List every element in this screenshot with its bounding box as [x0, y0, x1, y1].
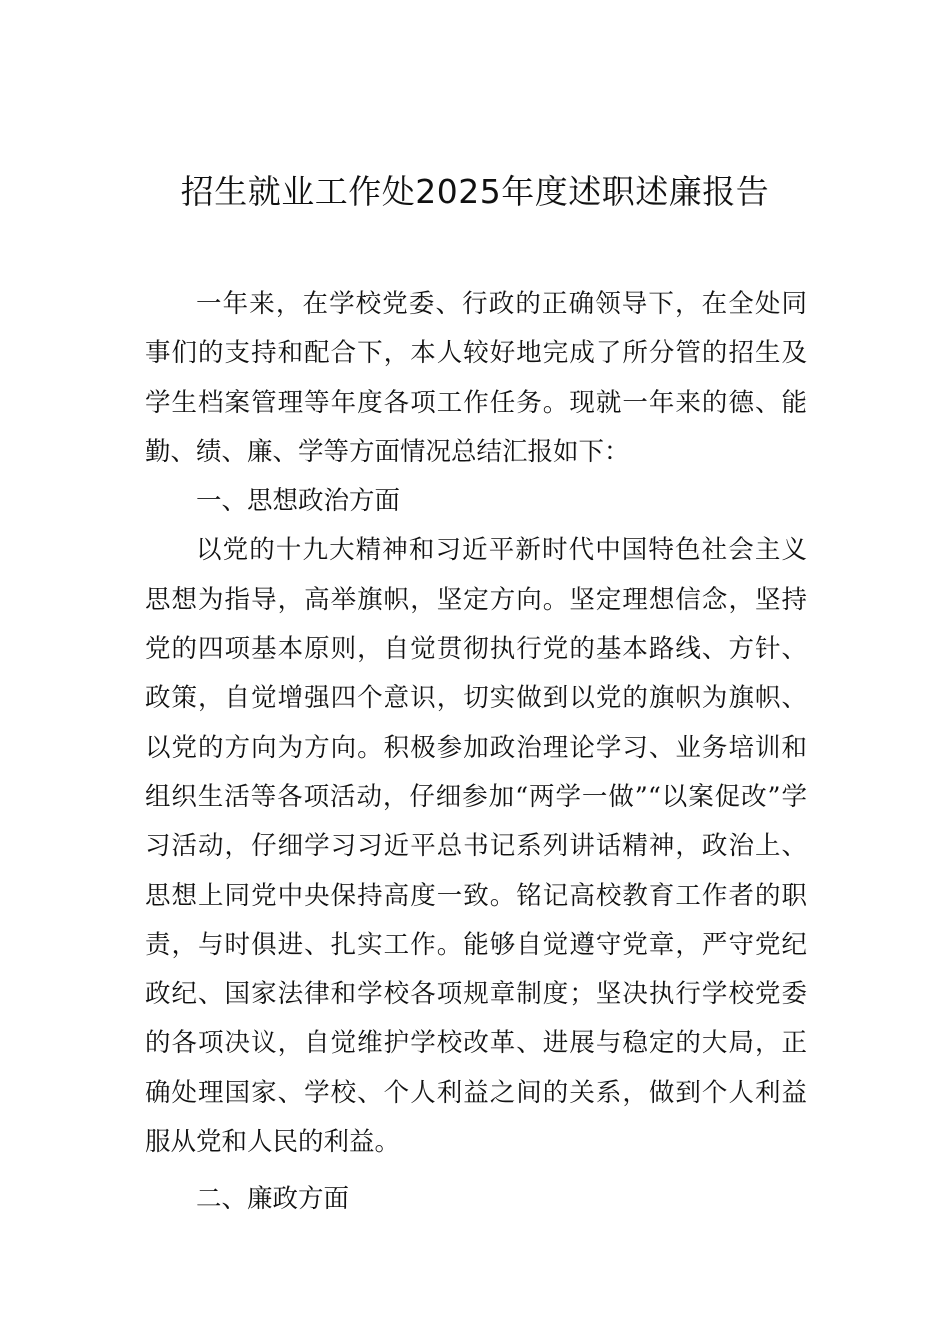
document-body	[145, 280, 807, 1225]
section-heading-ideology: 一、思想政治方面	[196, 486, 401, 517]
document-title: 招生就业工作处2025年度述职述廉报告	[180, 172, 770, 211]
ideology-paragraph: 以党的十九大精神和习近平新时代中国特色社会主义思想为指导，高举旗帜，坚定方向。坚定理想信念，坚持党的四项基本原则，自觉贯彻执行党的基本路线、方针、政策，自觉增强四个意识，切实做到以党的旗帜为旗帜、以党的方向为方向。积极参加政治理论学习、业务培训和组织生活等各项活动，仔细参加“两学一做”“以案促改”学习活动，仔细学习习近平总书记系列讲话精神，政治上、思想上同党中央保持高度一致。铭记高校教育工作者的职责，与时俱进、扎实工作。能够自觉遵守党章，严守党纪政纪、国家法律和学校各项规章制度；坚决执行学校党委的各项决议，自觉维护学校改革、进展与稳定的大局，正确处理国家、学校、个人利益之间的关系，做到个人利益服从党和人民的利益。	[145, 535, 807, 1158]
intro-paragraph: 一年来，在学校党委、行政的正确领导下，在全处同事们的支持和配合下，本人较好地完成了所分管的招生及学生档案管理等年度各项工作任务。现就一年来的德、能勤、绩、廉、学等方面情况总结汇报如下：	[145, 289, 807, 467]
section-heading-integrity: 二、廉政方面	[196, 1184, 350, 1215]
